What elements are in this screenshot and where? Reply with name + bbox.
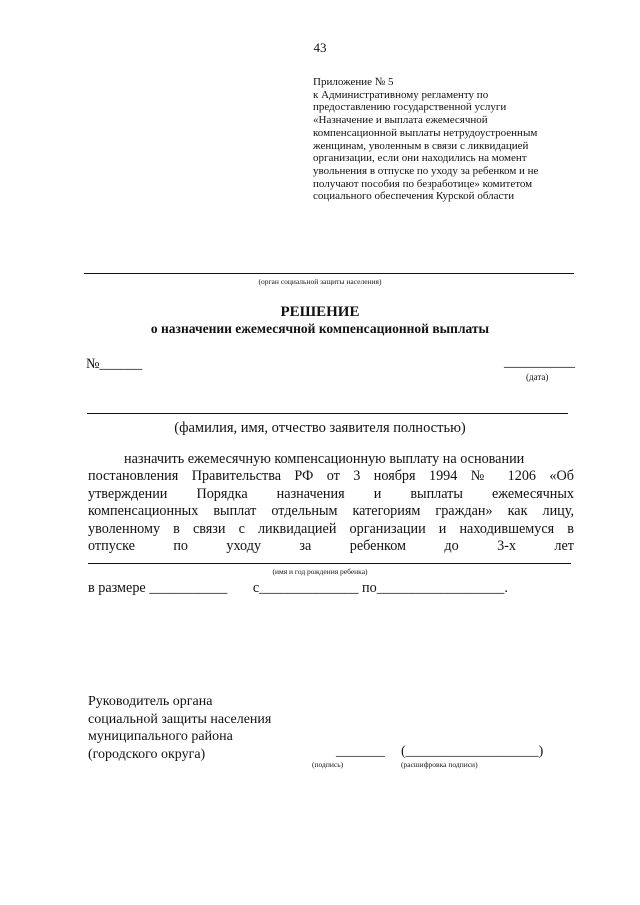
- appendix-line: женщинам, уволенным в связи с ликвидацией: [313, 139, 529, 152]
- decision-line: компенсационных выплат отдельным категориям граждан» как лицу,: [88, 503, 574, 519]
- head-line: Руководитель органа: [88, 694, 213, 709]
- authority-line: [84, 273, 574, 274]
- amount-label: в размере: [88, 580, 146, 596]
- appendix-line: социального обеспечения Курской области: [313, 190, 515, 203]
- to-label: по: [362, 580, 377, 596]
- child-line: [88, 563, 571, 564]
- appendix-line: получают пособия по безработице» комитетом: [313, 177, 533, 190]
- appendix-line: организации, если они находились на момент: [313, 152, 527, 165]
- decision-line: постановления Правительства РФ от 3 ноября 1994 № 1206 «Об: [88, 468, 574, 484]
- applicant-line: [87, 413, 568, 414]
- document-subtitle: о назначении ежемесячной компенсационной выплаты: [150, 321, 490, 336]
- appendix-line: предоставлению государственной услуги: [313, 101, 507, 114]
- date-caption: (дата): [526, 372, 549, 382]
- authority-caption: (орган социальной защиты населения): [258, 277, 382, 286]
- signature-caption: (подпись): [312, 760, 344, 769]
- document-title: РЕШЕНИЕ: [280, 304, 360, 320]
- from-blank: ______________: [259, 580, 359, 596]
- applicant-caption: (фамилия, имя, отчество заявителя полностью): [174, 420, 466, 436]
- appendix-line: увольнения в отпуске по уходу за ребенком и не: [313, 164, 539, 177]
- child-caption: (имя и год рождения ребенка): [272, 567, 368, 576]
- decision-line: отпуске по уходу за ребенком до 3-х лет: [88, 538, 574, 554]
- amount-row: [88, 580, 508, 598]
- decoding-caption: (расшифровка подписи): [401, 760, 478, 769]
- appendix-block: [313, 76, 583, 203]
- date-line: __________: [504, 354, 575, 370]
- appendix-line: «Назначение и выплата ежемесячной: [313, 114, 488, 127]
- page-number: 43: [313, 40, 327, 55]
- number-field: №______: [86, 356, 143, 372]
- head-block: [88, 693, 271, 763]
- decision-line: уволенному в связи с ликвидацией организации и находившемуся в: [88, 521, 574, 537]
- appendix-line: к Административному регламенту по: [313, 88, 489, 101]
- decision-line: назначить ежемесячную компенсационную выплату на основании: [124, 451, 525, 467]
- head-line: муниципального района: [88, 729, 233, 744]
- amount-blank: ___________: [149, 580, 228, 596]
- appendix-line: компенсационной выплаты нетрудоустроенным: [313, 126, 538, 139]
- head-line: (городского округа): [88, 746, 206, 762]
- appendix-line: Приложение № 5: [313, 76, 394, 88]
- signature-line: _______: [336, 744, 385, 759]
- head-line: социальной защиты населения: [88, 711, 272, 727]
- from-label: с: [252, 580, 260, 596]
- signature-decoding-line: (___________________): [401, 744, 544, 759]
- decision-line: утверждении Порядка назначения и выплаты ежемесячных: [88, 486, 574, 502]
- to-blank: __________________.: [376, 580, 508, 596]
